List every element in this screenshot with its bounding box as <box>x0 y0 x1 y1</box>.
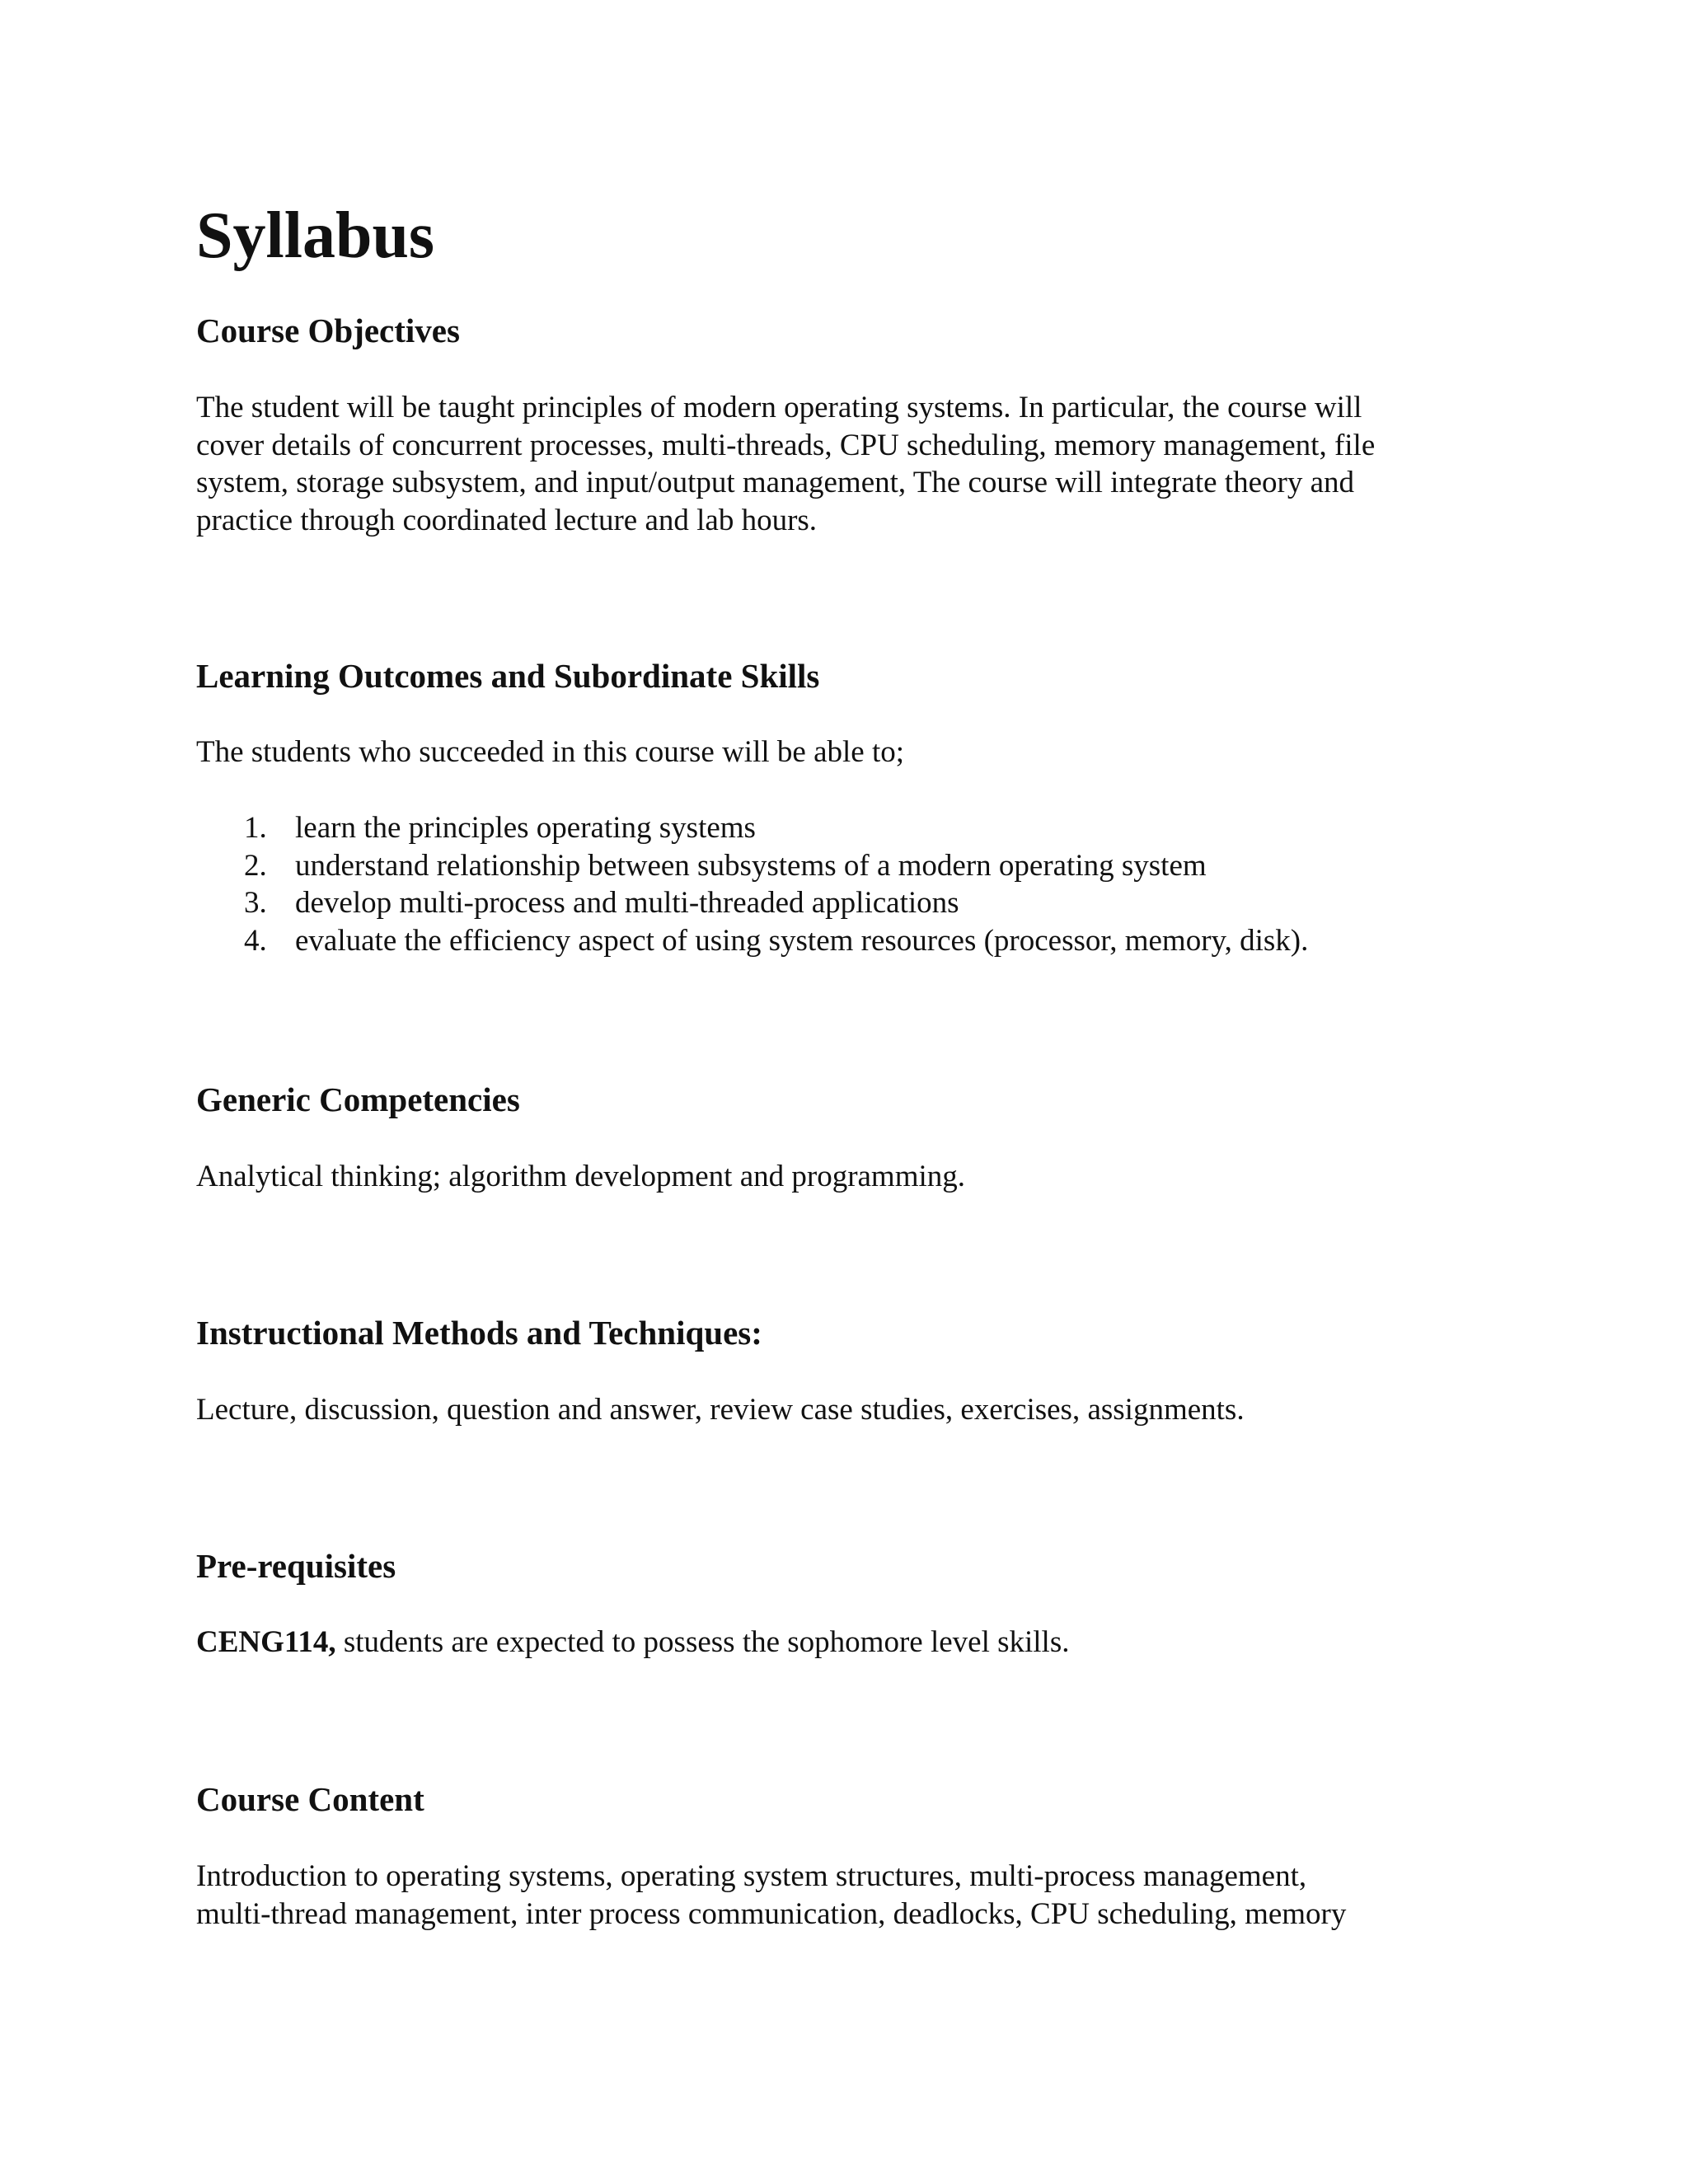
learning-outcomes-intro: The students who succeeded in this course will be able to; <box>196 735 905 769</box>
prerequisite-course-code: CENG114, <box>196 1625 336 1659</box>
text-line: multi-thread management, inter process communication, deadlocks, CPU scheduling, memory <box>196 1896 1347 1931</box>
prerequisites-description: students are expected to possess the sophomore level skills. <box>335 1625 1070 1659</box>
prerequisites-text <box>196 1624 1515 1661</box>
page-title: Syllabus <box>196 199 435 272</box>
text-line: practice through coordinated lecture and lab hours. <box>196 503 818 537</box>
list-item-text: understand relationship between subsystems of a modern operating system <box>295 848 1207 883</box>
generic-competencies-text: Analytical thinking; algorithm development and programming. <box>196 1160 966 1193</box>
document-page <box>196 0 1515 2184</box>
section-heading-learning-outcomes: Learning Outcomes and Subordinate Skills <box>196 657 820 695</box>
list-item <box>196 884 1515 922</box>
instructional-methods-text: Lecture, discussion, question and answer, review case studies, exercises, assignments. <box>196 1393 1245 1427</box>
section-heading-course-objectives: Course Objectives <box>196 312 460 349</box>
list-item <box>196 809 1515 847</box>
list-item <box>196 847 1515 885</box>
text-line: cover details of concurrent processes, multi-threads, CPU scheduling, memory management, file <box>196 428 1376 462</box>
course-objectives-paragraph <box>196 389 1515 539</box>
list-item <box>196 922 1515 960</box>
text-line: Introduction to operating systems, operating system structures, multi-process management, <box>196 1859 1307 1893</box>
section-heading-generic-competencies: Generic Competencies <box>196 1080 520 1118</box>
list-item-number: 3. <box>244 886 267 920</box>
list-item-number: 4. <box>244 923 267 958</box>
learning-outcomes-list <box>196 809 1515 959</box>
list-item-text: learn the principles operating systems <box>295 811 756 845</box>
list-item-text: evaluate the efficiency aspect of using system resources (processor, memory, disk). <box>295 923 1309 958</box>
section-heading-prerequisites: Pre-requisites <box>196 1547 396 1585</box>
list-item-number: 2. <box>244 848 267 883</box>
text-line: The student will be taught principles of modern operating systems. In particular, the course will <box>196 391 1362 424</box>
list-item-text: develop multi-process and multi-threaded applications <box>295 886 959 920</box>
section-heading-course-content: Course Content <box>196 1780 424 1818</box>
course-content-paragraph <box>196 1858 1515 1933</box>
text-line: system, storage subsystem, and input/output management, The course will integrate theory and <box>196 466 1355 499</box>
section-heading-instructional-methods: Instructional Methods and Techniques: <box>196 1314 762 1352</box>
list-item-number: 1. <box>244 811 267 845</box>
